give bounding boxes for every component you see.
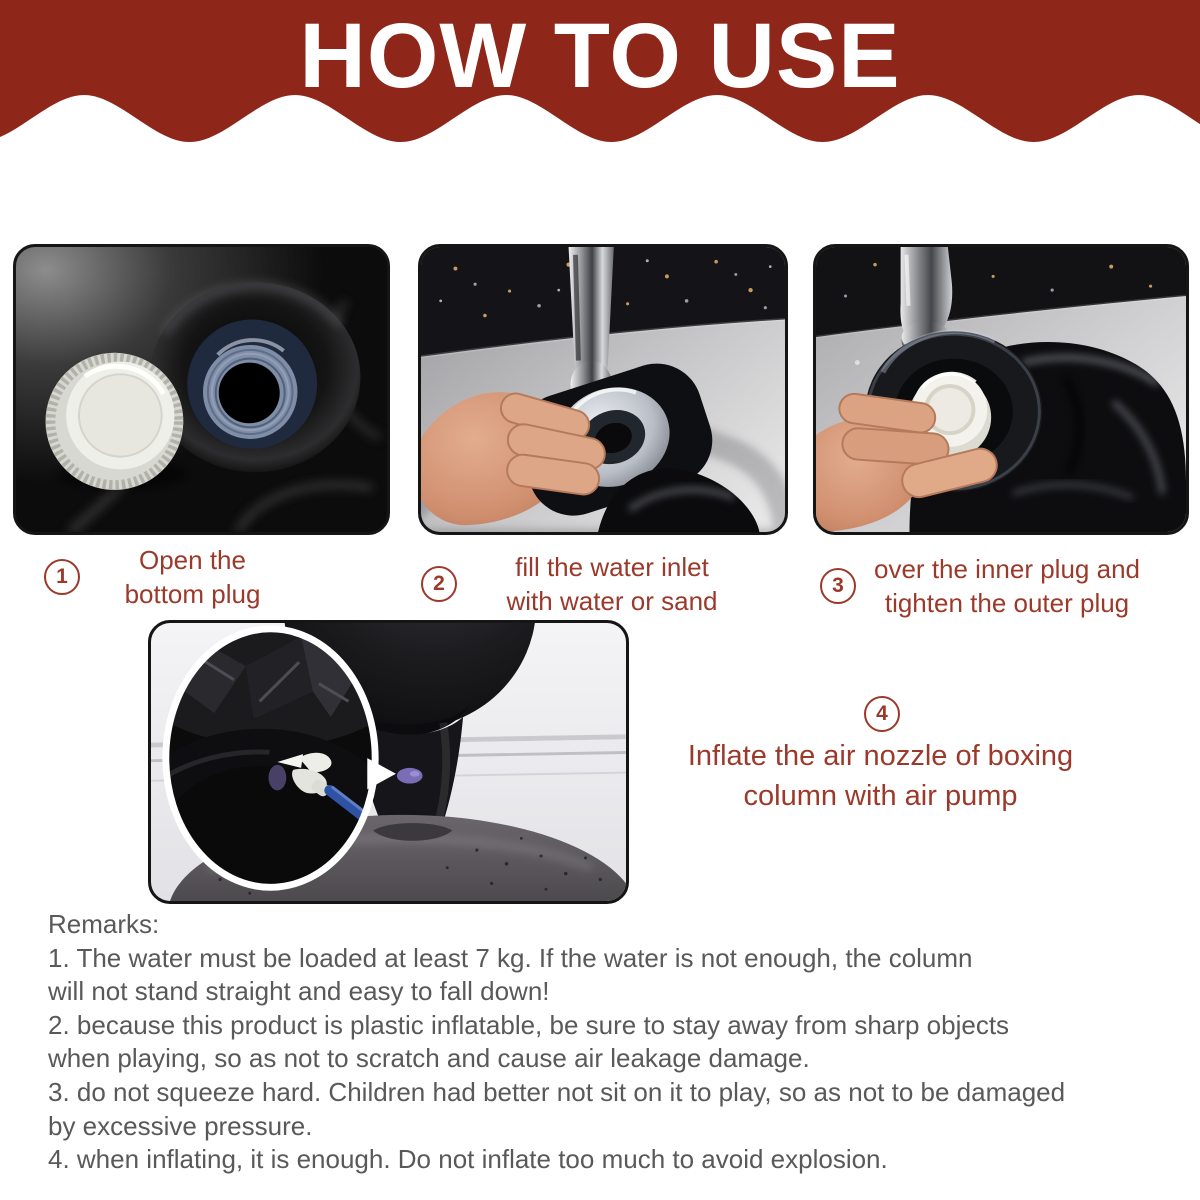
caption-line: Open the: [139, 545, 246, 575]
step-1-caption: [85, 543, 300, 611]
step-3-caption: [852, 552, 1162, 620]
air-valve: [397, 768, 423, 784]
remark-line: 2. because this product is plastic inflatable, be sure to stay away from sharp objects: [48, 1009, 1010, 1040]
remark-line: will not stand straight and easy to fall down!: [48, 976, 550, 1007]
step-1-photo-open-bottom-plug: [13, 244, 390, 535]
remark-line: 3. do not squeeze hard. Children had better not sit on it to play, so as not to be damaged: [48, 1076, 1066, 1107]
step-2-caption: [462, 550, 762, 618]
caption-line: over the inner plug and: [874, 554, 1140, 584]
inflate-illustration: [151, 623, 626, 901]
remarks-section: [48, 908, 1188, 1177]
valve-smudge: [269, 765, 287, 790]
step-2-photo-fill-with-water: [418, 244, 788, 535]
step-4-caption: [628, 736, 1133, 816]
step-4-photo-inflate-nozzle: [148, 620, 629, 904]
step-2-number: 2: [421, 566, 457, 602]
step-1-number: 1: [44, 559, 80, 595]
caption-line: column with air pump: [743, 780, 1018, 812]
step-3-photo-tighten-plug: [813, 244, 1189, 535]
water-inlet-open: [150, 282, 361, 472]
page-title: HOW TO USE: [299, 5, 901, 107]
remark-line: 4. when inflating, it is enough. Do not inflate too much to avoid explosion.: [48, 1144, 888, 1175]
plug-tighten-illustration: [816, 247, 1186, 532]
remark-line: 1. The water must be loaded at least 7 kg. If the water is not enough, the column: [48, 942, 973, 973]
caption-line: with water or sand: [506, 586, 718, 616]
caption-line: tighten the outer plug: [884, 588, 1130, 618]
tarp-cap-illustration: [16, 247, 387, 532]
caption-line: fill the water inlet: [515, 552, 709, 582]
caption-line: bottom plug: [124, 579, 261, 609]
faucet-filling-illustration: [421, 247, 785, 532]
step-3-number: 3: [820, 568, 856, 604]
remarks-title: Remarks:: [48, 909, 160, 939]
remark-line: by excessive pressure.: [48, 1110, 313, 1141]
step-4-number: 4: [864, 696, 900, 732]
remark-line: when playing, so as not to scratch and cause air leakage damage.: [48, 1043, 810, 1074]
caption-line: Inflate the air nozzle of boxing: [687, 740, 1074, 772]
